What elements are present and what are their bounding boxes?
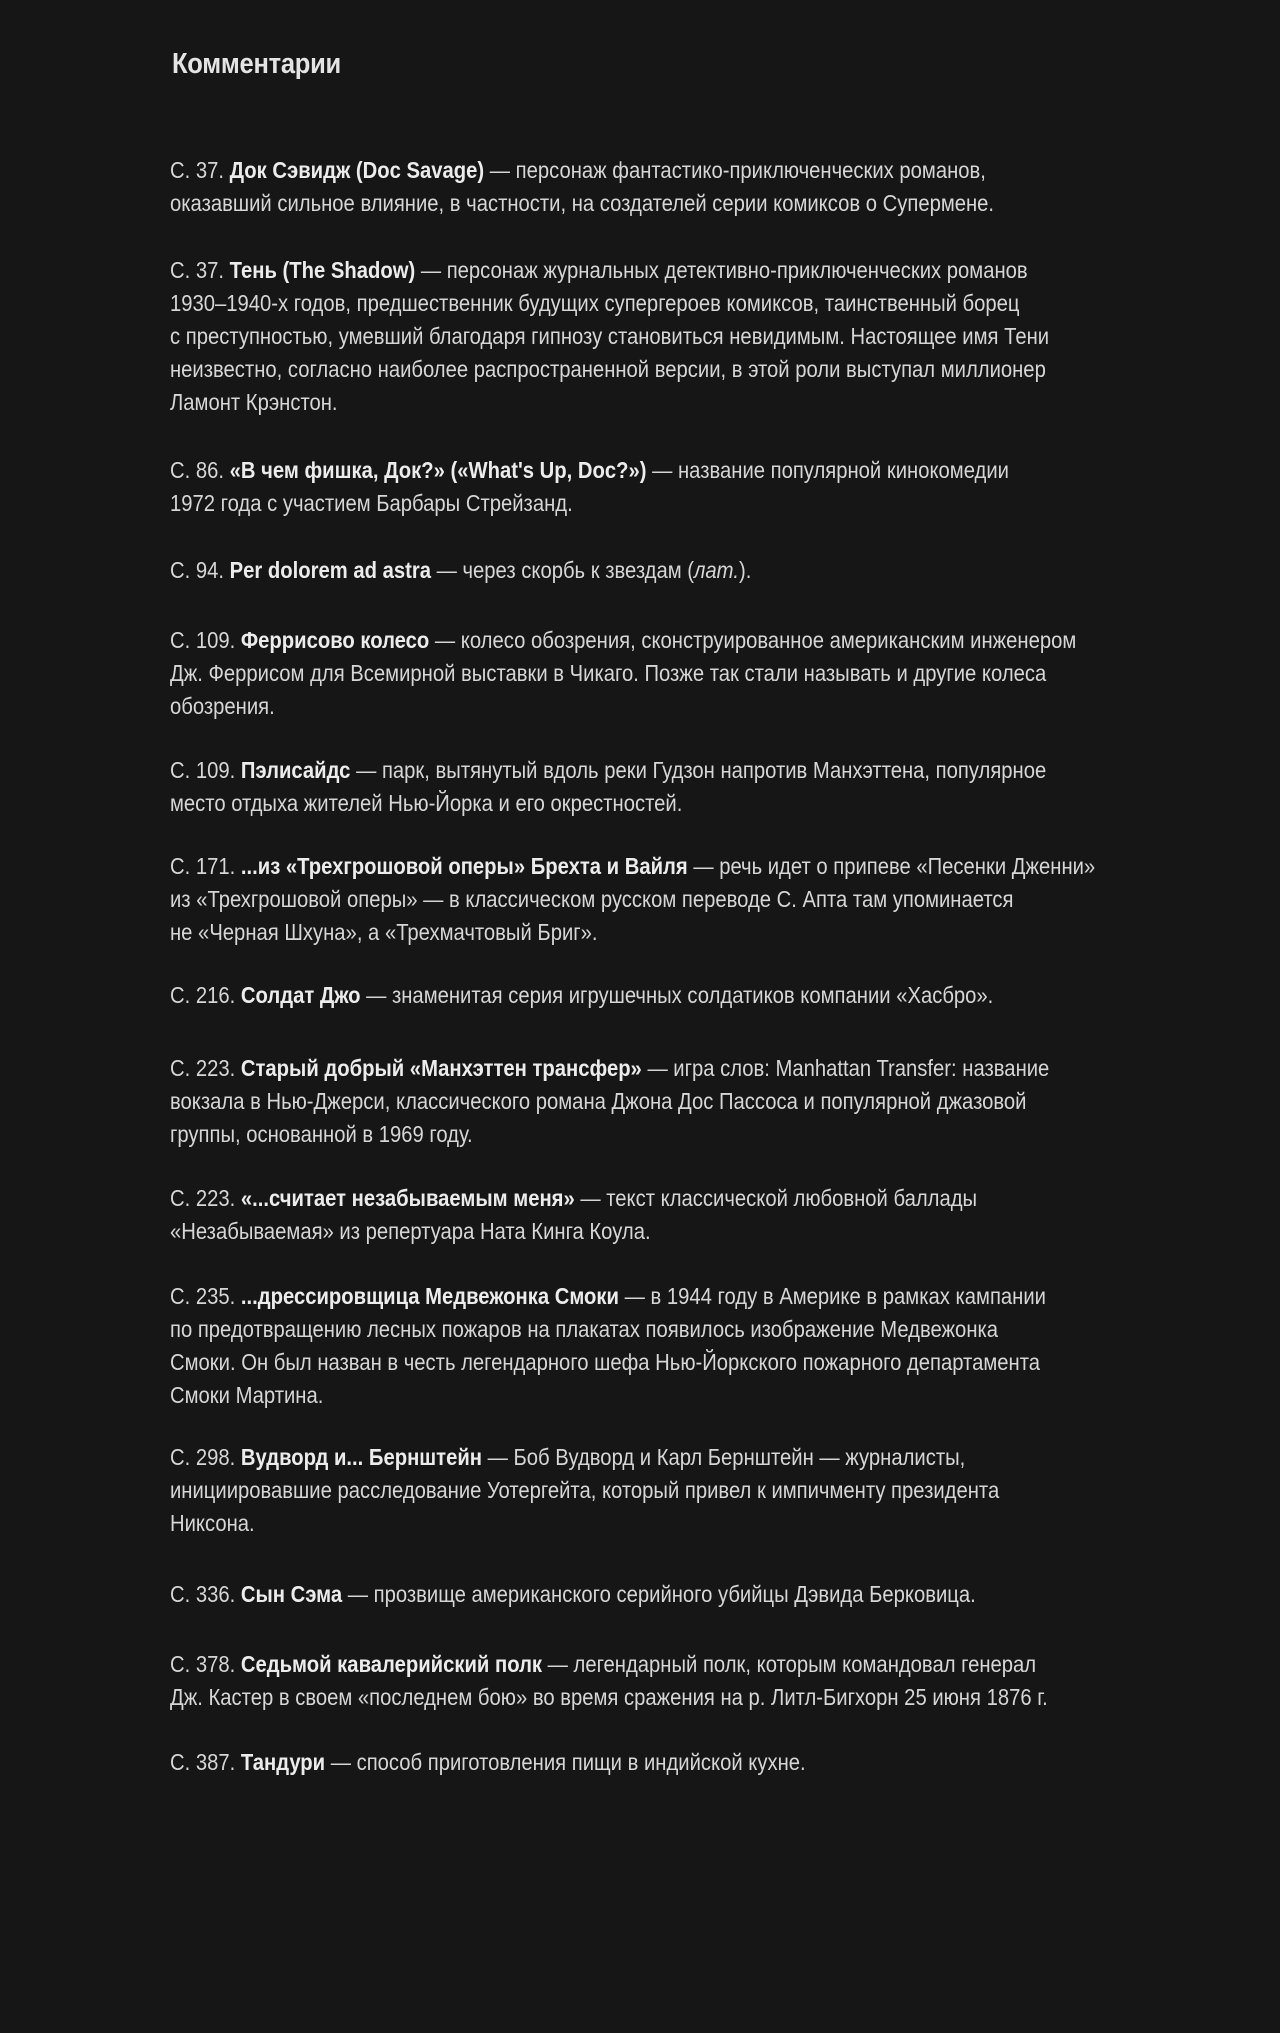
comment-line	[170, 554, 1173, 587]
page-reference: С. 378.	[170, 1651, 241, 1677]
comment-term: «...считает незабываемым меня»	[240, 1185, 575, 1211]
page-reference: С. 109.	[170, 757, 241, 783]
comment-term: Старый добрый «Манхэттен трансфер»	[240, 1055, 642, 1081]
comment-line: Ламонт Крэнстон.	[170, 389, 338, 415]
page-title: Комментарии	[172, 48, 341, 80]
comment-line	[170, 154, 1173, 187]
comment-line	[170, 1746, 1173, 1779]
page-reference: С. 37.	[170, 257, 230, 283]
comment-entry	[170, 1052, 1173, 1151]
comment-line: Смоки. Он был назван в честь легендарного шефа Нью-Йоркского пожарного департамента	[170, 1349, 1041, 1375]
page-reference: С. 171.	[170, 853, 241, 879]
comment-line	[170, 1280, 1173, 1313]
comment-term: «В чем фишка, Док?» («What's Up, Doc?»)	[229, 457, 647, 483]
comment-entry	[170, 1280, 1173, 1412]
comment-line: 1972 года с участием Барбары Стрейзанд.	[170, 490, 573, 516]
comment-line: Никсона.	[170, 1510, 255, 1536]
comment-entry	[170, 1182, 1173, 1248]
comment-term: Док Сэвидж (Doc Savage)	[229, 157, 485, 183]
page-reference: С. 223.	[170, 1185, 241, 1211]
comment-entry	[170, 850, 1173, 949]
comment-text: — через скорбь к звездам (	[430, 557, 695, 583]
comment-text: — текст классической любовной баллады	[574, 1185, 978, 1211]
comment-text: — речь идет о припеве «Песенки Дженни»	[687, 853, 1096, 879]
comment-text: — игра слов: Manhattan Transfer: название	[641, 1055, 1050, 1081]
comment-term: Вудворд и... Бернштейн	[240, 1444, 483, 1470]
comment-text: — колесо обозрения, сконструированное американским инженером	[429, 627, 1077, 653]
comment-line	[170, 624, 1173, 657]
comment-line: Смоки Мартина.	[170, 1382, 324, 1408]
comment-line	[170, 979, 1173, 1012]
page-reference: С. 109.	[170, 627, 241, 653]
comment-text: — знаменитая серия игрушечных солдатиков компании «Хасбро».	[360, 982, 994, 1008]
comment-line: Дж. Феррисом для Всемирной выставки в Чикаго. Позже так стали называть и другие колеса	[170, 660, 1047, 686]
page-reference: С. 336.	[170, 1581, 241, 1607]
comment-text: — персонаж журнальных детективно-приключенческих романов	[415, 257, 1028, 283]
page-reference: С. 235.	[170, 1283, 241, 1309]
comment-term: ...из «Трехгрошовой оперы» Брехта и Вайля	[240, 853, 688, 879]
comment-entry	[170, 454, 1173, 520]
comment-entry	[170, 1578, 1173, 1611]
comment-term: ...дрессировщица Медвежонка Смоки	[240, 1283, 620, 1309]
comment-entry	[170, 554, 1173, 587]
comment-line: неизвестно, согласно наиболее распространенной версии, в этой роли выступал миллионер	[170, 356, 1046, 382]
comment-line	[170, 1578, 1173, 1611]
page-reference: С. 216.	[170, 982, 241, 1008]
comment-text-suffix: ).	[738, 557, 752, 583]
page-reference: С. 86.	[170, 457, 230, 483]
comment-line: по предотвращению лесных пожаров на плакатах появилось изображение Медвежонка	[170, 1316, 999, 1342]
comment-line	[170, 1052, 1173, 1085]
page-reference: С. 387.	[170, 1749, 241, 1775]
comment-line	[170, 1648, 1173, 1681]
comment-line	[170, 1182, 1173, 1215]
page-reference: С. 298.	[170, 1444, 241, 1470]
comment-entry	[170, 154, 1173, 220]
comment-line: «Незабываемая» из репертуара Ната Кинга Коула.	[170, 1218, 651, 1244]
comment-text: — Боб Вудворд и Карл Бернштейн — журналисты,	[482, 1444, 966, 1470]
comment-line	[170, 254, 1173, 287]
comment-term: Пэлисайдс	[240, 757, 351, 783]
comment-term: Феррисово колесо	[240, 627, 430, 653]
comment-term: Седьмой кавалерийский полк	[240, 1651, 543, 1677]
comment-line: вокзала в Нью-Джерси, классического романа Джона Дос Пассоса и популярной джазовой	[170, 1088, 1027, 1114]
language-abbr: лат.	[694, 557, 739, 583]
comment-text: — прозвище американского серийного убийцы Дэвида Берковица.	[342, 1581, 976, 1607]
comment-line: оказавший сильное влияние, в частности, на создателей серии комиксов о Супермене.	[170, 190, 995, 216]
page-reference: С. 37.	[170, 157, 230, 183]
comment-line: группы, основанной в 1969 году.	[170, 1121, 473, 1147]
comment-line	[170, 1441, 1173, 1474]
comment-text: — персонаж фантастико-приключенческих романов,	[484, 157, 986, 183]
comment-line	[170, 454, 1173, 487]
comment-entry	[170, 1441, 1173, 1540]
comment-entry	[170, 1648, 1173, 1714]
comment-line: обозрения.	[170, 693, 275, 719]
page-reference: С. 223.	[170, 1055, 241, 1081]
comment-entry	[170, 254, 1173, 419]
comment-line: Дж. Кастер в своем «последнем бою» во время сражения на р. Литл-Бигхорн 25 июня 1876 г.	[170, 1684, 1048, 1710]
comment-term: Тандури	[240, 1749, 326, 1775]
comment-entry	[170, 1746, 1173, 1779]
comment-line	[170, 850, 1173, 883]
comment-line	[170, 754, 1173, 787]
comment-term: Сын Сэма	[240, 1581, 343, 1607]
comment-text: — в 1944 году в Америке в рамках кампании	[619, 1283, 1046, 1309]
page-reference: С. 94.	[170, 557, 230, 583]
comment-line: из «Трехгрошовой оперы» — в классическом русском переводе С. Апта там упоминается	[170, 886, 1014, 912]
comment-line: не «Черная Шхуна», а «Трехмачтовый Бриг».	[170, 919, 598, 945]
comment-entry	[170, 979, 1173, 1012]
comment-line: 1930–1940-х годов, предшественник будущих супергероев комиксов, таинственный борец	[170, 290, 1020, 316]
comment-line: инициировавшие расследование Уотергейта, который привел к импичменту президента	[170, 1477, 1000, 1503]
comment-term: Солдат Джо	[240, 982, 361, 1008]
comment-line: с преступностью, умевший благодаря гипнозу становиться невидимым. Настоящее имя Тени	[170, 323, 1050, 349]
comment-entry	[170, 754, 1173, 820]
comment-text: — способ приготовления пищи в индийской кухне.	[325, 1749, 806, 1775]
comment-text: — название популярной кинокомедии	[646, 457, 1009, 483]
comment-text: — легендарный полк, которым командовал генерал	[542, 1651, 1037, 1677]
comment-entry	[170, 624, 1173, 723]
comment-text: — парк, вытянутый вдоль реки Гудзон напротив Манхэттена, популярное	[350, 757, 1047, 783]
comment-line: место отдыха жителей Нью-Йорка и его окрестностей.	[170, 790, 683, 816]
comment-term: Тень (The Shadow)	[229, 257, 416, 283]
comment-term: Per dolorem ad astra	[229, 557, 431, 583]
